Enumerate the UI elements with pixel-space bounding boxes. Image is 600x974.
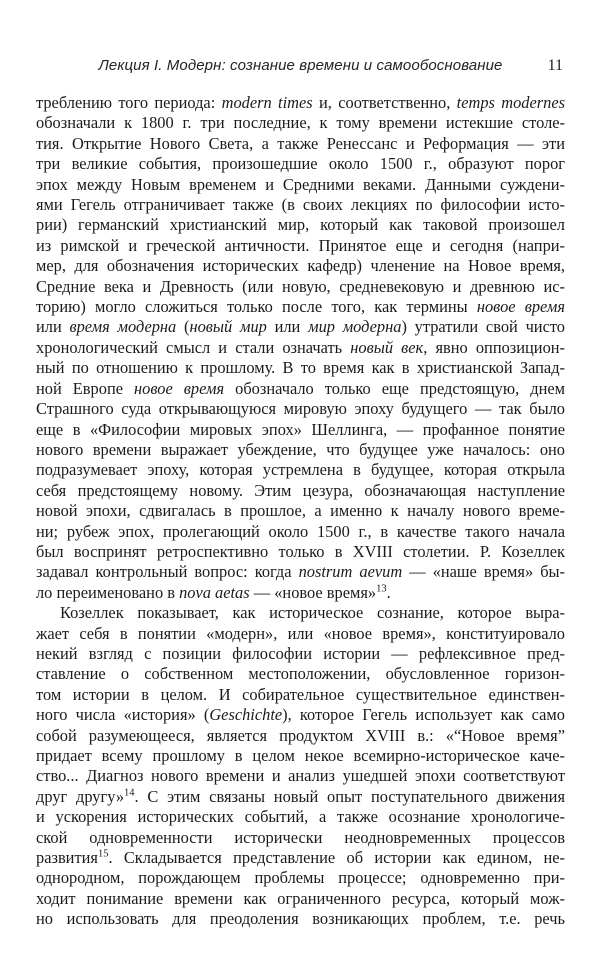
text-line: придает всему прошлому в целом некое всемирно-историческое каче- (36, 746, 565, 765)
text-line: рии) германский христианский мир, который как таковой произошел (36, 215, 565, 235)
paragraph (36, 603, 565, 930)
text-line: ходит понимание времени как ограниченного ресурса, который мож- (36, 888, 565, 908)
text-line: треблению того периода: modern times и, соответственно, temps modernes (36, 93, 565, 112)
text-line: из римской и греческой античности. Принятое еще и сегодня (напри- (36, 235, 565, 255)
text-line: новой эпохи, сдвигалась в прошлое, а именно к началу нового време- (36, 501, 565, 521)
text-line: некий взгляд с позиции философии истории — рефлексивное пред- (36, 643, 565, 663)
text-line: ный по отношению к прошлому. В то время как в христианской Запад- (36, 358, 565, 378)
text-line: друг другу»$^{14}$. С этим связаны новый опыт поступательного движения (36, 786, 565, 806)
text-line: собой разумеющееся, является продуктом XVIII в.: «“Новое время” (36, 725, 565, 745)
text-line: был воспринят ретроспективно только в XVIII столетии. Р. Козеллек (36, 541, 565, 561)
text-line: торию) могло сложиться только после того, как термины новое время (36, 297, 565, 317)
text-line: ями Гегель отграничивает также (в своих лекциях по философии исто- (36, 195, 565, 215)
text-line: ство... Диагноз нового времени и анализ ушедшей эпохи соответствуют (36, 766, 565, 786)
page-number: 11 (547, 57, 563, 74)
text-line: Страшного суда открывающуюся мировую эпоху будущего — так было (36, 399, 565, 419)
text-line: Средние века и Древность (или новую, средневековую и древнюю ис- (36, 276, 565, 296)
text-line: ставление о собственном местоположении, обусловленное горизон- (36, 664, 565, 684)
text-line: ской одновременности исторически неодновременных процессов (36, 827, 565, 847)
text-line: подразумевает эпоху, которая устремлена в будущее, которая открыла (36, 460, 565, 480)
page-body (36, 93, 565, 930)
text-line: обозначали к 1800 г. три последние, к тому времени истекшие столе- (36, 113, 565, 133)
text-line: Козеллек показывает, как историческое сознание, которое выра- (60, 603, 565, 623)
text-line: себя предстоящему новому. Этим цезура, обозначающая наступление (36, 480, 565, 500)
text-line: три великие события, произошедшие около 1500 г., образуют порог (36, 154, 565, 174)
text-line: жает себя в понятии «модерн», или «новое время», конституировало (36, 623, 565, 643)
text-line: мер, для обозначения исторических кафедр) членение на Новое время, (36, 256, 565, 276)
text-line: тия. Открытие Нового Света, а также Ренессанс и Реформация — эти (36, 133, 565, 153)
text-line: ло переименовано в nova aetas — «новое время»$^{13}$. (36, 582, 391, 602)
text-line: еще в «Философии мировых эпох» Шеллинга, — профанное понятие (36, 419, 565, 439)
text-line: однородном, порождающем проблемы процессе; одновременно при- (36, 868, 565, 888)
text-line: том истории в целом. И собирательное существительное единствен- (36, 684, 565, 704)
page-header (36, 56, 565, 78)
text-line: задавал контрольный вопрос: когда nostrum aevum — «наше время» бы- (36, 562, 565, 582)
text-line: хронологический смысл и стали означать новый век, явно оппозицион- (36, 337, 565, 357)
text-line: и ускорения исторических событий, а также осознание хронологиче- (36, 807, 565, 827)
text-line: ни; рубеж эпох, пролегающий около 1500 г., в качестве такого начала (36, 521, 565, 541)
text-line: ного числа «история» (Geschichte), которое Гегель использует как само (36, 705, 565, 725)
paragraph (36, 93, 565, 603)
running-title: Лекция I. Модерн: сознание времени и самообоснование (98, 57, 503, 74)
text-line: но использовать для преодоления возникающих проблем, т.е. речь (36, 909, 565, 929)
text-line: нового времени выражает убеждение, что будущее уже началось: оно (36, 439, 565, 459)
text-line: эпох между Новым временем и Средними веками. Данными суждени- (36, 174, 565, 194)
text-line: развития$^{15}$. Складывается представление об истории как едином, не- (36, 848, 565, 868)
text-line: ной Европе новое время обозначало только еще предстоящую, днем (36, 378, 565, 398)
text-line: или время модерна (новый мир или мир модерна) утратили свой чисто (36, 317, 565, 337)
